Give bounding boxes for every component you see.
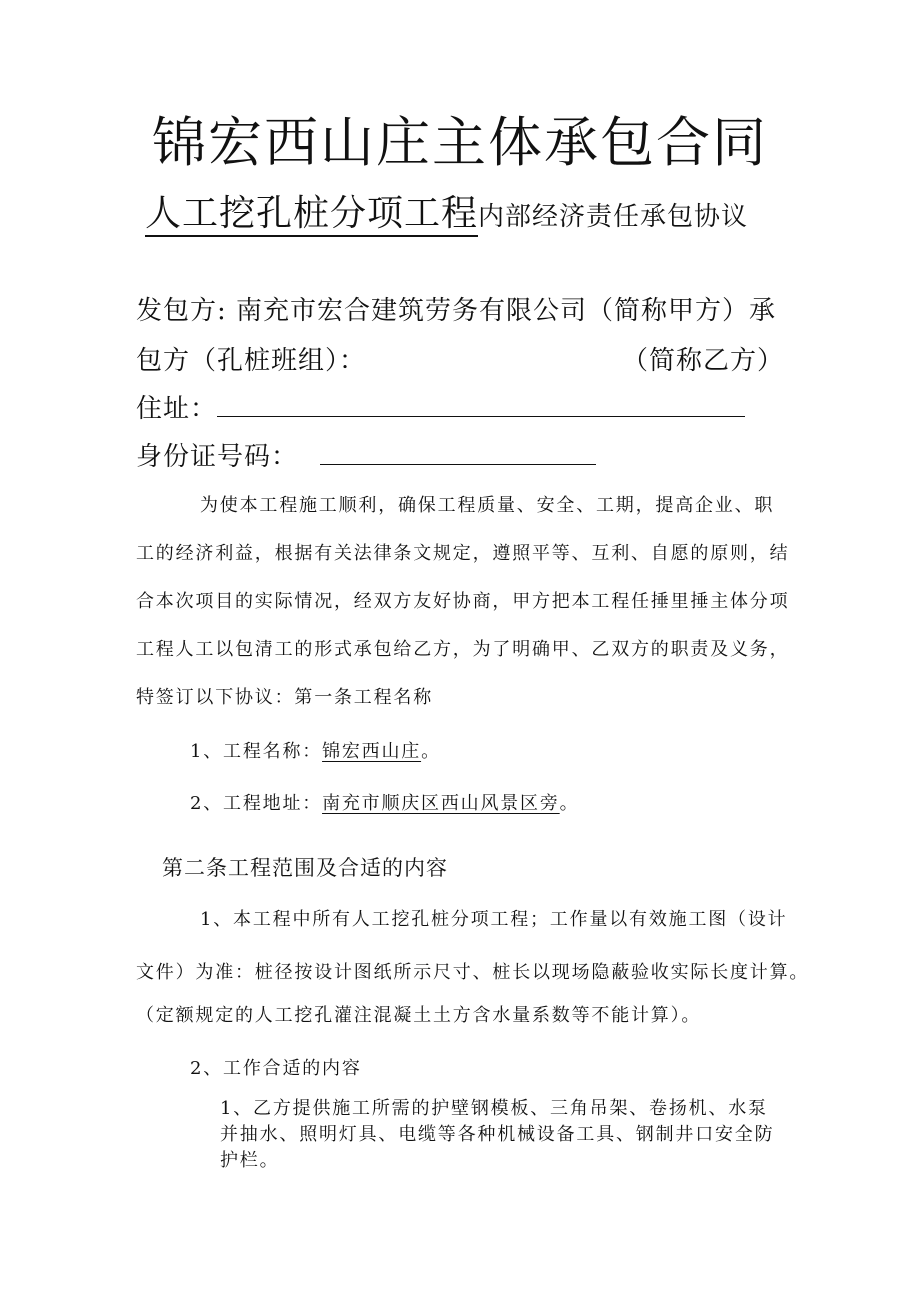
subtitle-main: 人工挖孔桩分项工程 — [145, 193, 478, 237]
party-line-1: 发包方: 南充市宏合建筑劳务有限公司（简称甲方）承 — [136, 296, 777, 326]
item-name-value: 锦宏西山庄 — [322, 741, 422, 762]
intro-line-3: 合本次项目的实际情况，经双方友好协商，甲方把本工程任捶里捶主体分项 — [136, 591, 790, 612]
address-row — [136, 388, 745, 425]
party-line-2-right: （简称乙方） — [622, 346, 785, 376]
article2-p2-line-1: 1、乙方提供施工所需的护壁钢模板、三角吊架、卷扬机、水泵 — [220, 1098, 768, 1119]
article2-p2-heading: 2、工作合适的内容 — [190, 1058, 362, 1079]
intro-line-2: 工的经济利益，根据有关法律条文规定，遵照平等、互利、自愿的原则，结 — [136, 543, 790, 564]
article1-item-name — [190, 737, 441, 763]
intro-line-5: 特签订以下协议：第一条工程名称 — [136, 687, 433, 708]
subtitle-rest: 内部经济责任承包协议 — [478, 202, 749, 232]
article2-p1-line-3: （定额规定的人工挖孔灌注混凝土土方含水量系数等不能计算）。 — [136, 1005, 702, 1026]
item-address-value: 南充市顺庆区西山风景区旁 — [322, 793, 560, 814]
item-name-end: 。 — [421, 741, 441, 762]
article1-item-address — [190, 789, 579, 815]
article2-heading: 第二条工程范围及合适的内容 — [162, 856, 448, 880]
item-address-end: 。 — [559, 793, 580, 814]
article2-p1-line-2: 文件）为准：桩径按设计图纸所示尺寸、桩长以现场隐蔽验收实际长度计算。 — [136, 962, 810, 983]
document-title: 锦宏西山庄主体承包合同 — [152, 111, 768, 174]
id-label: 身份证号码： — [136, 442, 299, 472]
article2-p2-line-2: 并抽水、照明灯具、电缆等各种机械设备工具、钢制井口安全防 — [220, 1124, 775, 1145]
address-label: 住址： — [136, 394, 218, 424]
address-blank-line — [217, 394, 745, 417]
item-address-label: 2、工程地址： — [190, 793, 323, 814]
id-blank-line — [320, 442, 596, 465]
item-name-label: 1、工程名称： — [190, 741, 323, 762]
article2-p1-line-1: 1、本工程中所有人工挖孔桩分项工程；工作量以有效施工图（设计 — [200, 909, 788, 930]
document-subtitle — [145, 185, 748, 236]
intro-line-4: 工程人工以包清工的形式承包给乙方，为了明确甲、乙双方的职责及义务， — [136, 639, 790, 660]
intro-line-1: 为使本工程施工顺利，确保工程质量、安全、工期，提高企业、职 — [200, 495, 775, 516]
party-line-2-left: 包方（孔桩班组）： — [136, 346, 367, 376]
id-row — [136, 436, 596, 473]
article2-p2-line-3: 护栏。 — [220, 1150, 280, 1171]
